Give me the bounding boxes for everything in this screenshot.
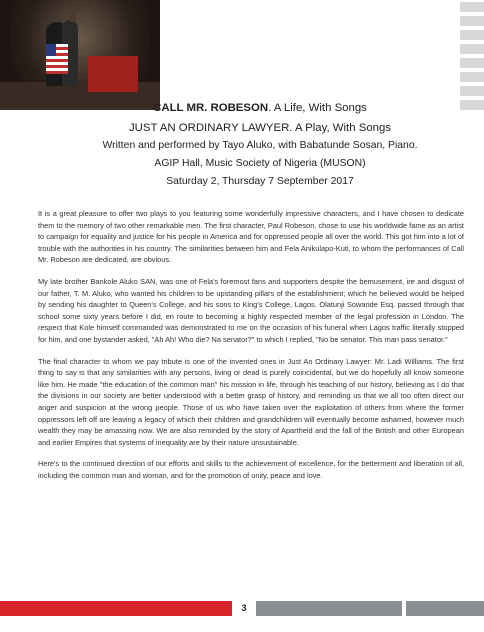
- top-bar-6: [460, 72, 484, 82]
- play-title-rest: . A Life, With Songs: [268, 102, 367, 114]
- body-text: [38, 208, 464, 481]
- top-bar-8: [460, 100, 484, 110]
- top-bar-5: [460, 58, 484, 68]
- footer-gray-bar-2: [406, 601, 484, 616]
- credits-line: Written and performed by Tayo Aluko, with Babatunde Sosan, Piano.: [102, 140, 418, 151]
- paragraph-3: The final character to whom we pay tribute is one of the invented ones in Just An Ordinary Lawyer: Mr. Ladi Williams. The first thing to say is that any similarities with any persons, living or dead is purely coincidental, but we do hopefully all know someone like him. He made "the education of the common man" his mission in life, through his teaching of our history, believing as I do that the divisions in our society are better understood with a better grasp of history, and reminding us that we all too often direct our anger and suspicion at the wrong people. Those of us who have taken over the exploitation of others from where the former oppressors left off are leaving a legacy of which their children and grandchildren will eventually become ashamed, however much wealth they may be amassing now. We are also reminded by the story of Apartheid and the fall of the British and other European and earlier Empires that systems of inequality are by their nature unsustainable.: [38, 356, 464, 447]
- venue-line: AGIP Hall, Music Society of Nigeria (MUSON): [154, 158, 366, 169]
- play-title-2: JUST AN ORDINARY LAWYER. A Play, With Songs: [128, 122, 392, 134]
- paragraph-1: It is a great pleasure to offer two plays to you featuring some wonderfully impressive characters, and I have chosen to dedicate them to the memory of two other remarkable men. The first character, Paul Robeson, chose to use his worldwide fame as an artist to campaign for equality and justice for his people in America and for oppressed people all over the world. This got him into a lot of trouble with the authorities in his country. The similarities between him and Fela Anikulapo-Kuti, to whom the performances of Call Mr. Robeson are dedicated, are obvious.: [38, 209, 464, 265]
- top-bar-4: [460, 44, 484, 54]
- dates-line: Saturday 2, Thursday 7 September 2017: [166, 176, 354, 187]
- play-title-bold: CALL MR. ROBESON: [153, 102, 269, 114]
- top-bar-1: [460, 2, 484, 12]
- footer-gray-bar: [256, 601, 402, 616]
- page-number: 3: [232, 601, 256, 616]
- footer-red-bar: [0, 601, 232, 616]
- top-bar-3: [460, 30, 484, 40]
- play-title-1: [70, 102, 450, 114]
- title-block: [70, 0, 450, 200]
- flag-canton: [46, 44, 56, 56]
- top-bar-2: [460, 16, 484, 26]
- paragraph-4: Here's to the continued direction of our efforts and skills to the achievement of excellence, for the betterment and liberation of all, including the common man and woman, and for the promotion of unity, peace and love.: [38, 459, 464, 480]
- paragraph-2: My late brother Bankole Aluko SAN, was one of Fela's foremost fans and supporters despite the bemusement, ire and disgust of our father, T. M. Aluko, who wanted his children to be upstanding pillars of the establishment; which he believed would be helped by sending his daughter to Queen's College, and his sons to King's College, Lagos. Olatunji Sowande Esq. passed through that school some sixty years before I did, en route to becoming a highly respected member of the legal profession in London. The respect that Kole himself commanded was demonstrated to me on the occasion of his funeral when Lagos traffic literally stopped for him, and one bystander asked, "Ah Ah! Who die? Na senator?" to which I replied, "No be senator. This man pass senator.": [38, 276, 464, 344]
- top-bar-7: [460, 86, 484, 96]
